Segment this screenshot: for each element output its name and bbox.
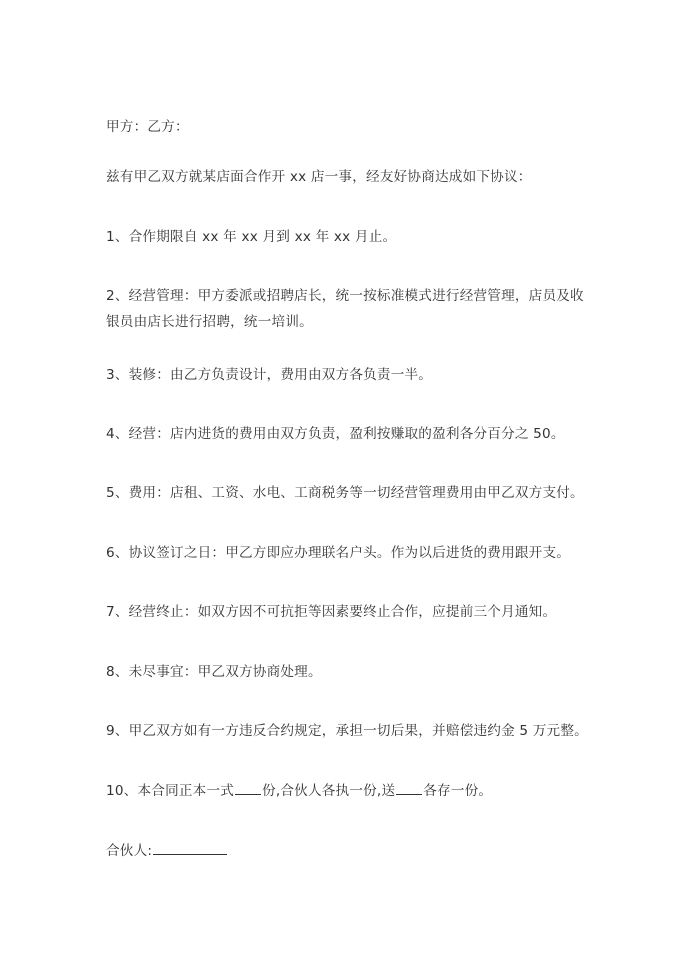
clause-10-part-2: 份,合伙人各执一份,送 [262, 783, 396, 799]
signature-blank [153, 840, 227, 855]
clause-3: 3、装修：由乙方负责设计，费用由双方各负责一半。 [106, 367, 433, 383]
clause-10 [106, 778, 590, 804]
clause-4: 4、经营：店内进货的费用由双方负责，盈利按赚取的盈利各分百分之 50。 [106, 426, 565, 442]
clause-1: 1、合作期限自 xx 年 xx 月到 xx 年 xx 月止。 [106, 229, 397, 245]
preamble: 兹有甲乙双方就某店面合作开 xx 店一事，经友好协商达成如下协议： [106, 169, 532, 185]
clause-8: 8、未尽事宜：甲乙双方协商处理。 [106, 664, 322, 680]
signature-label: 合伙人: [106, 843, 153, 859]
parties-line: 甲方：乙方： [106, 119, 189, 135]
clause-10-part-3: 各存一份。 [423, 783, 493, 799]
copies-blank [235, 780, 261, 795]
signature-line [106, 838, 590, 864]
clause-9: 9、甲乙双方如有一方违反合约规定，承担一切后果，并赔偿违约金 5 万元整。 [106, 723, 588, 739]
clause-5: 5、费用：店租、工资、水电、工商税务等一切经营管理费用由甲乙双方支付。 [106, 485, 584, 501]
clause-10-part-1: 10、本合同正本一式 [106, 783, 235, 799]
clause-6: 6、协议签订之日：甲乙方即应办理联名户头。作为以后进货的费用跟开支。 [106, 545, 571, 561]
clause-2-line-1: 2、经营管理：甲方委派或招聘店长，统一按标准模式进行经营管理，店员及收 [106, 288, 584, 304]
recipient-blank [396, 780, 422, 795]
clause-7: 7、经营终止：如双方因不可抗拒等因素要终止合作，应提前三个月通知。 [106, 604, 557, 620]
clause-2-line-2: 银员由店长进行招聘，统一培训。 [106, 314, 313, 330]
